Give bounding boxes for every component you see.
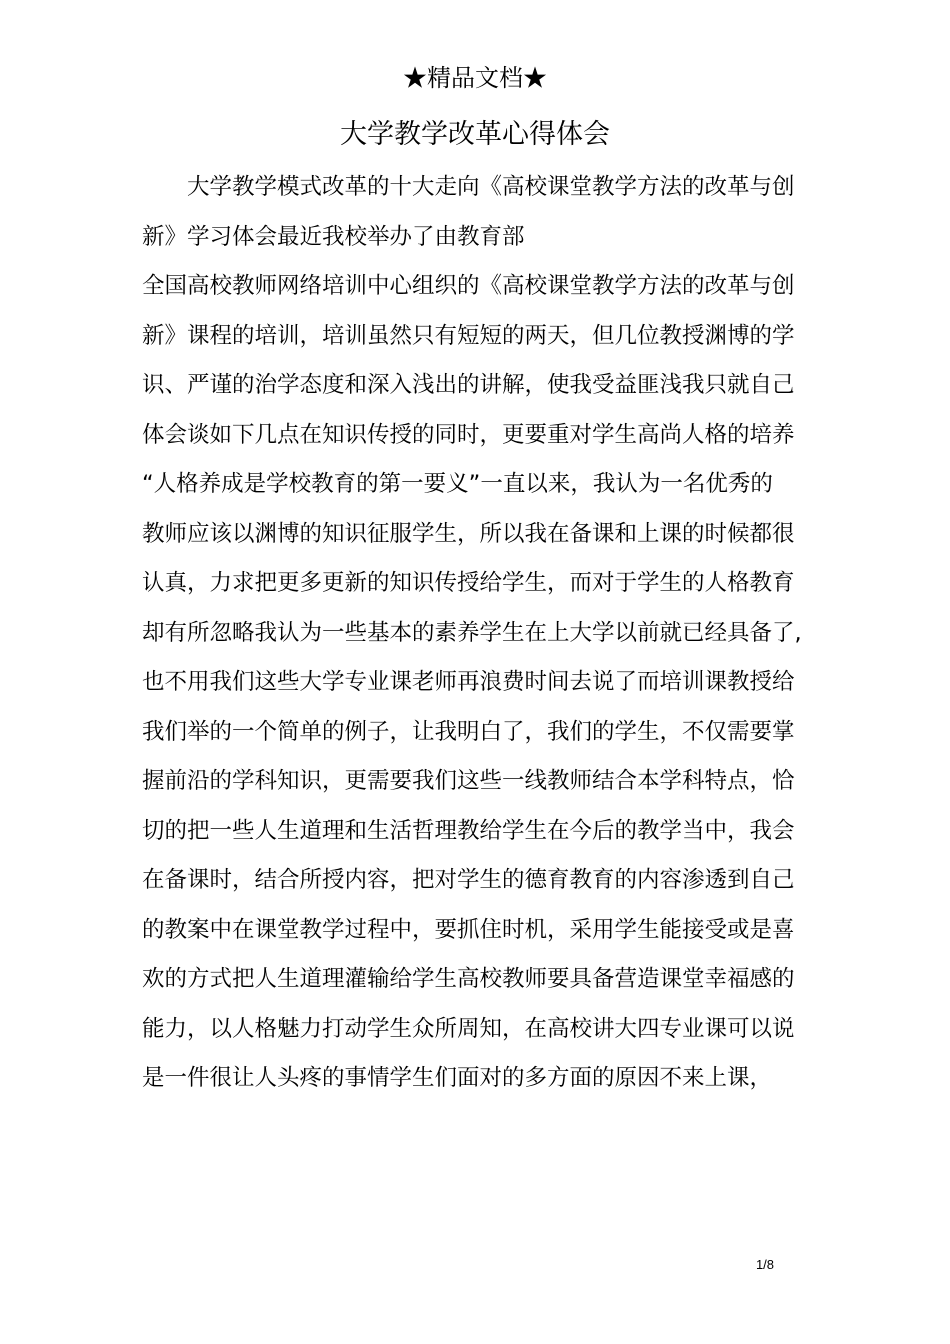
body-line: 欢的方式把人生道理灌输给学生高校教师要具备营造课堂幸福感的	[142, 966, 795, 992]
body-line: 教师应该以渊博的知识征服学生，所以我在备课和上课的时候都很	[142, 520, 795, 547]
body-line: 能力，以人格魅力打动学生众所周知，在高校讲大四专业课可以说	[142, 1015, 795, 1042]
document-title: 大学教学改革心得体会	[340, 119, 610, 150]
body-line: 我们举的一个简单的例子，让我明白了，我们的学生，不仅需要掌	[142, 718, 795, 745]
body-line: 全国高校教师网络培训中心组织的《高校课堂教学方法的改革与创	[142, 273, 795, 299]
body-line: 切的把一些人生道理和生活哲理教给学生在今后的教学当中，我会	[142, 817, 795, 844]
body-line: 是一件很让人头疼的事情学生们面对的多方面的原因不来上课，	[142, 1065, 773, 1091]
document-body	[142, 169, 832, 1110]
body-line: “人格养成是学校教育的第一要义”一直以来，我认为一名优秀的	[142, 471, 773, 497]
body-line: 大学教学模式改革的十大走向《高校课堂教学方法的改革与创	[187, 174, 795, 200]
body-line: 认真，力求把更多更新的知识传授给学生，而对于学生的人格教育	[142, 570, 795, 596]
page-number: 1/8	[755, 1257, 775, 1272]
body-line: 识、严谨的治学态度和深入浅出的讲解，使我受益匪浅我只就自己	[142, 372, 795, 398]
body-line: 体会谈如下几点在知识传授的同时，更要重对学生高尚人格的培养	[142, 421, 795, 448]
body-line: 新》课程的培训，培训虽然只有短短的两天，但几位教授渊博的学	[142, 322, 795, 349]
body-line: 也不用我们这些大学专业课老师再浪费时间去说了而培训课教授给	[142, 669, 795, 695]
body-line: 却有所忽略我认为一些基本的素养学生在上大学以前就已经具备了,	[142, 619, 802, 646]
body-line: 的教案中在课堂教学过程中，要抓住时机，采用学生能接受或是喜	[142, 916, 795, 943]
body-line: 握前沿的学科知识，更需要我们这些一线教师结合本学科特点，恰	[142, 768, 795, 794]
body-line: 新》学习体会最近我校举办了由教育部	[142, 223, 525, 250]
page-header: ★精品文档★	[403, 64, 547, 92]
body-line: 在备课时，结合所授内容，把对学生的德育教育的内容渗透到自己	[142, 867, 795, 893]
